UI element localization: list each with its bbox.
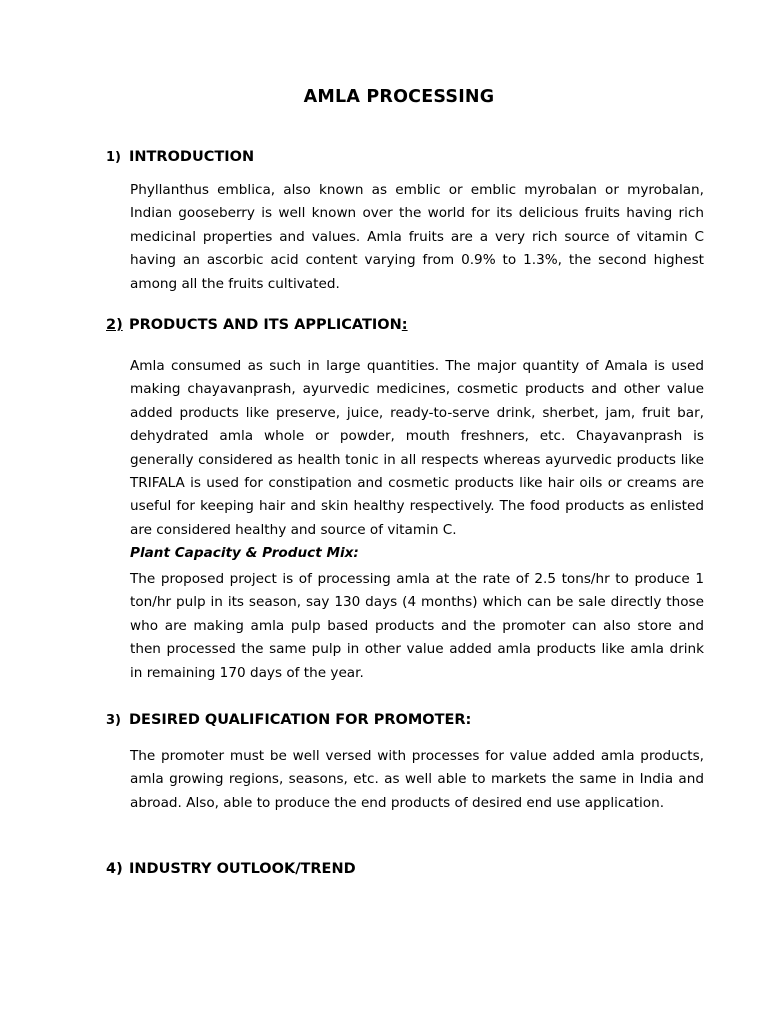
section-1-paragraph: Phyllanthus emblica, also known as emblic or emblic myrobalan or myrobalan, Indian gooseberry is well known over the world for its delicious fruits having rich medicinal properties and values. Amla fruits are a very rich source of vitamin C having an ascorbic acid content varying from 0.9% to 1.3%, the second highest among all the fruits cultivated. [130,182,704,292]
section-2-title: PRODUCTS AND ITS APPLICATION [129,317,402,333]
section-1-heading [106,149,254,165]
section-2-title-colon: : [401,317,408,333]
section-4-number: 4) [106,861,123,877]
section-3-heading [106,712,471,728]
plant-capacity-paragraph: The proposed project is of processing amla at the rate of 2.5 tons/hr to produce 1 ton/hr pulp in its season, say 130 days (4 months) which can be sale directly those who are making amla pulp based products and the promoter can also store and then processed the same pulp in other value added amla products like amla drink in remaining 170 days of the year. [130,571,704,681]
document-title: AMLA PROCESSING [303,87,495,107]
plant-capacity-subheading: Plant Capacity & Product Mix: [130,545,359,561]
section-2-number: 2) [106,317,123,333]
section-3-paragraph: The promoter must be well versed with processes for value added amla products, amla growing regions, seasons, etc. as well able to markets the same in India and abroad. Also, able to produce the end products of desired end use application. [130,748,704,811]
section-1-title: INTRODUCTION [129,149,255,165]
section-2-heading [106,317,408,333]
section-4-heading [106,861,356,877]
section-3-title: DESIRED QUALIFICATION FOR PROMOTER: [129,712,472,728]
section-3-number: 3) [106,713,121,728]
section-2-paragraph: Amla consumed as such in large quantities. The major quantity of Amala is used making chayavanprash, ayurvedic medicines, cosmetic products and other value added products like preserve, juice, ready-to-serve drink, sherbet, jam, fruit bar, dehydrated amla whole or powder, mouth freshners, etc. Chayavanprash is generally considered as health tonic in all respects whereas ayurvedic products like TRIFALA is used for constipation and cosmetic products like hair oils or creams are useful for keeping hair and skin healthy respectively. The food products as enlisted are considered healthy and source of vitamin C. [130,358,704,538]
section-1-number: 1) [106,150,121,165]
section-4-title: INDUSTRY OUTLOOK/TREND [129,861,356,877]
